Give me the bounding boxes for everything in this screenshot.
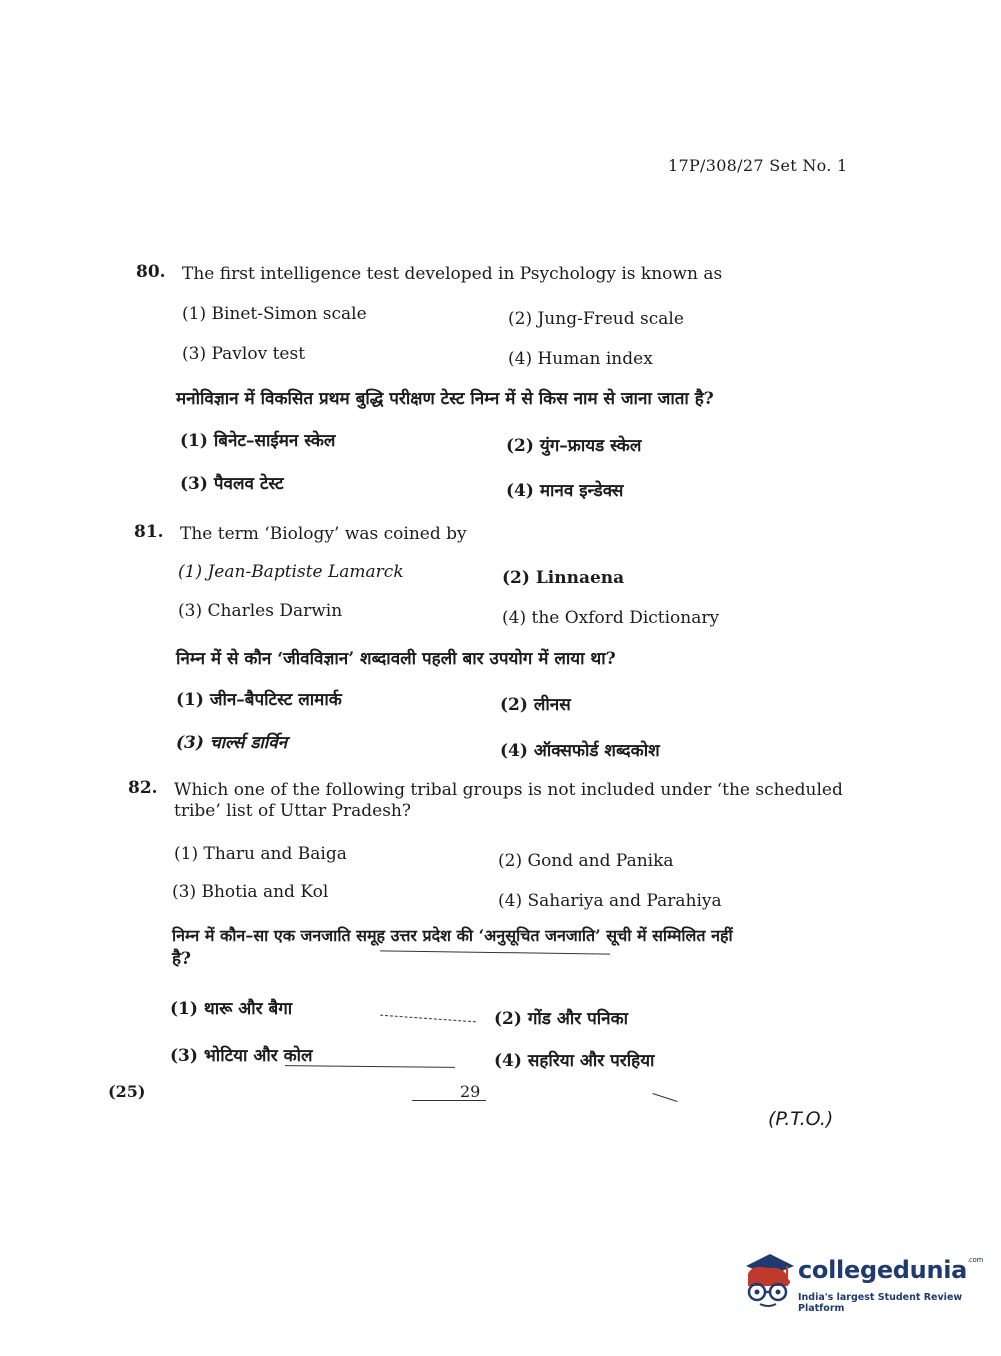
hindi-option-1: (1) बिनेट–साईमन स्केल bbox=[180, 431, 336, 451]
page-number: 29 bbox=[460, 1082, 481, 1101]
hindi-option-2: (2) गोंड और पनिका bbox=[494, 1009, 629, 1029]
option-1: (1) Tharu and Baiga bbox=[174, 844, 347, 864]
hindi-option-1: (1) जीन–बैपटिस्ट लामार्क bbox=[176, 690, 342, 710]
option-4: (4) Sahariya and Parahiya bbox=[498, 891, 722, 911]
option-1: (1) Jean-Baptiste Lamarck bbox=[178, 562, 404, 582]
hindi-option-1: (1) थारू और बैगा bbox=[170, 999, 293, 1019]
option-2: (2) Jung-Freud scale bbox=[508, 309, 684, 329]
hindi-question-text: मनोविज्ञान में विकसित प्रथम बुद्धि परीक्षण टेस्ट निम्न में से किस नाम से जाना जाता है? bbox=[176, 389, 714, 409]
option-4: (4) Human index bbox=[508, 349, 653, 369]
question-text: The first intelligence test developed in Psychology is known as bbox=[182, 264, 723, 284]
hindi-question-text-line-2: है? bbox=[172, 949, 191, 969]
logo-name: collegedunia$^{.com}$ bbox=[798, 1256, 984, 1284]
logo-tagline: India's largest Student Review Platform bbox=[798, 1292, 963, 1314]
pen-stroke bbox=[380, 1015, 476, 1023]
hindi-question-text-line-1: निम्न में कौन–सा एक जनजाति समूह उत्तर प्रदेश की ‘अनुसूचित जनजाति’ सूची में सम्मिलित नहीं bbox=[172, 926, 733, 945]
option-2: (2) Gond and Panika bbox=[498, 851, 674, 871]
hindi-option-2: (2) लीनस bbox=[500, 695, 571, 715]
hindi-option-2: (2) युंग–फ्रायड स्केल bbox=[506, 436, 642, 456]
mascot-icon bbox=[740, 1250, 796, 1312]
hindi-option-4: (4) मानव इन्डेक्स bbox=[506, 481, 624, 501]
hindi-option-3: (3) पैवलव टेस्ट bbox=[180, 474, 284, 494]
set-code: 17P/308/27 Set No. 1 bbox=[668, 156, 848, 175]
pto-label: (P.T.O.) bbox=[768, 1108, 834, 1130]
question-text-line-2: tribe’ list of Uttar Pradesh? bbox=[174, 801, 411, 821]
question-number: 82. bbox=[128, 778, 158, 798]
question-text: The term ‘Biology’ was coined by bbox=[180, 524, 467, 544]
question-count: (25) bbox=[108, 1082, 146, 1101]
page-number-stroke bbox=[412, 1100, 486, 1101]
hindi-option-3: (3) चार्ल्स डार्विन bbox=[176, 733, 288, 753]
question-text-line-1: Which one of the following tribal groups is not included under ‘the scheduled bbox=[174, 780, 843, 800]
option-3: (3) Pavlov test bbox=[182, 344, 306, 364]
hindi-question-text: निम्न में से कौन ‘जीवविज्ञान’ शब्दावली पहली बार उपयोग में लाया था? bbox=[176, 649, 616, 669]
pen-mark bbox=[652, 1093, 677, 1102]
option-4: (4) the Oxford Dictionary bbox=[502, 608, 720, 628]
option-1: (1) Binet-Simon scale bbox=[182, 304, 367, 324]
question-number: 80. bbox=[136, 262, 166, 282]
option-3: (3) Charles Darwin bbox=[178, 601, 343, 621]
question-number: 81. bbox=[134, 522, 164, 542]
pen-underline bbox=[380, 950, 610, 954]
hindi-option-4: (4) सहरिया और परहिया bbox=[494, 1051, 655, 1071]
hindi-option-4: (4) ऑक्सफोर्ड शब्दकोश bbox=[500, 741, 660, 761]
collegedunia-logo bbox=[740, 1250, 984, 1320]
hindi-option-3: (3) भोटिया और कोल bbox=[170, 1046, 313, 1066]
pen-underline bbox=[285, 1065, 455, 1068]
option-3: (3) Bhotia and Kol bbox=[172, 882, 329, 902]
option-2: (2) Linnaena bbox=[502, 568, 625, 588]
